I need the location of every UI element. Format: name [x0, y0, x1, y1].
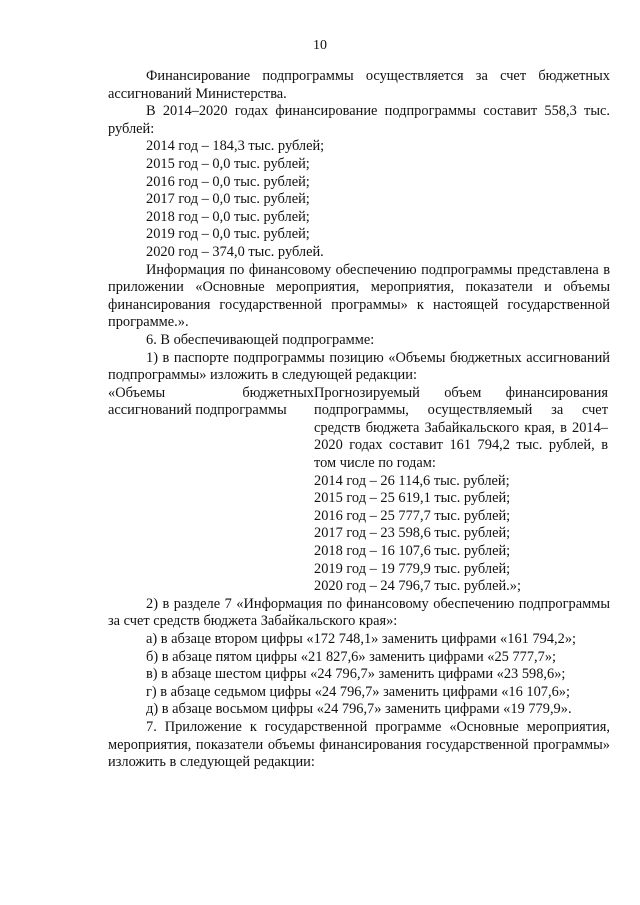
passport-year-line: 2016 год – 25 777,7 тыс. рублей; [314, 507, 511, 524]
passport-right-cell [314, 385, 608, 596]
passport-year-line: 2020 год – 24 796,7 тыс. рублей.»; [314, 578, 521, 595]
year-line: 2019 год – 0,0 тыс. рублей; [146, 226, 310, 243]
year-line: 2016 год – 0,0 тыс. рублей; [146, 173, 310, 190]
passport-left-cell: «Объемы бюджетных ассигнований подпрограммы [108, 384, 314, 419]
page-number: 10 [313, 38, 327, 53]
item-6-heading: 6. В обеспечивающей подпрограмме: [146, 331, 375, 348]
passport-year-line: 2017 год – 23 598,6 тыс. рублей; [314, 525, 511, 542]
year-line: 2015 год – 0,0 тыс. рублей; [146, 155, 310, 172]
subitem-v: в) в абзаце шестом цифры «24 796,7» заменить цифрами «23 598,6»; [146, 666, 566, 683]
passport-table-row [108, 385, 610, 596]
passport-year-line: 2014 год – 26 114,6 тыс. рублей; [314, 472, 510, 489]
item-6-2: 2) в разделе 7 «Информация по финансовому обеспечению подпрограммы за счет средств бюджета Забайкальского края»: [108, 595, 610, 630]
paragraph-financing-total: В 2014–2020 годах финансирование подпрограммы составит 558,3 тыс. рублей: [108, 103, 610, 137]
year-line: 2020 год – 374,0 тыс. рублей. [146, 243, 324, 260]
item-7: 7. Приложение к государственной программе «Основные мероприятия, мероприятия, показатели объемы финансирования государственной программы» изложить в следующей редакции: [108, 718, 610, 771]
paragraph-financing-intro: Финансирование подпрограммы осуществляется за счет бюджетных ассигнований Министерства. [108, 68, 610, 102]
subitem-b: б) в абзаце пятом цифры «21 827,6» заменить цифрами «25 777,7»; [146, 648, 557, 665]
item-6-1: 1) в паспорте подпрограммы позицию «Объемы бюджетных ассигнований подпрограммы» изложить в следующей редакции: [108, 349, 610, 384]
year-line: 2018 год – 0,0 тыс. рублей; [146, 208, 310, 225]
years-list [108, 138, 610, 261]
year-line: 2017 год – 0,0 тыс. рублей; [146, 191, 310, 208]
passport-intro: Прогнозируемый объем финансирования подпрограммы, осуществляемый за счет средств бюджета Забайкальского края, в 2014–2020 годах составит 161 794,2 тыс. рублей, в том числе по годам: [314, 384, 608, 472]
subitem-a: а) в абзаце втором цифры «172 748,1» заменить цифрами «161 794,2»; [146, 631, 577, 647]
passport-year-line: 2018 год – 16 107,6 тыс. рублей; [314, 543, 511, 560]
paragraph-info: Информация по финансовому обеспечению подпрограммы представлена в приложении «Основные мероприятия, мероприятия, показатели и объемы финансирования государственной программы» к настоящей государственной программе.». [108, 261, 610, 331]
document-body [108, 68, 610, 772]
passport-year-line: 2015 год – 25 619,1 тыс. рублей; [314, 490, 511, 507]
passport-year-line: 2019 год – 19 779,9 тыс. рублей; [314, 560, 511, 577]
subitem-d: д) в абзаце восьмом цифры «24 796,7» заменить цифрами «19 779,9». [146, 701, 572, 718]
year-line: 2014 год – 184,3 тыс. рублей; [146, 138, 325, 155]
subitem-g: г) в абзаце седьмом цифры «24 796,7» заменить цифрами «16 107,6»; [146, 683, 570, 700]
